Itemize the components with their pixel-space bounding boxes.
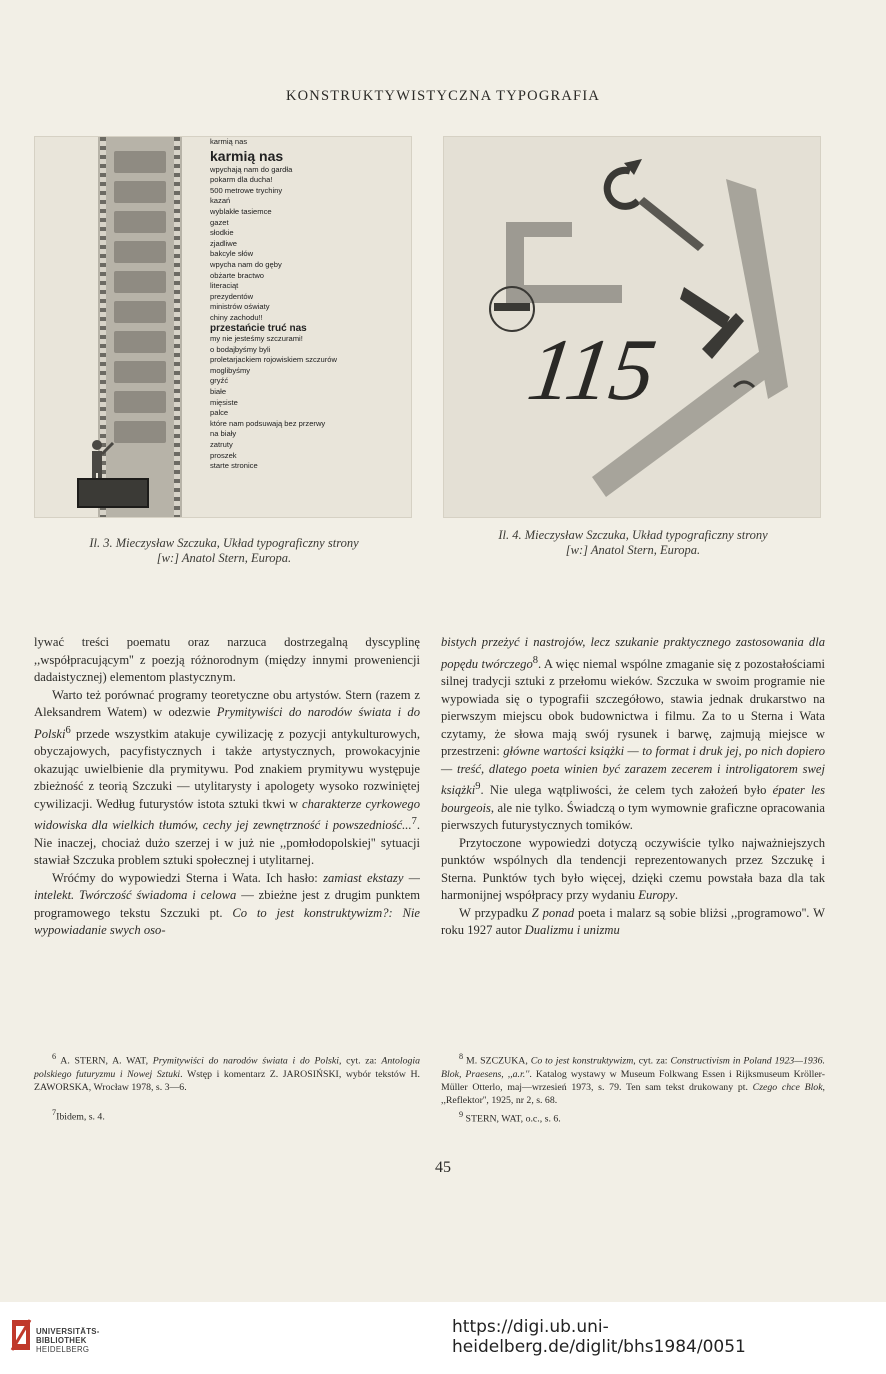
logo-line: UNIVERSITÄTS- bbox=[36, 1327, 100, 1336]
poem-line: proszek bbox=[210, 450, 237, 460]
footnote-ref: 8 bbox=[532, 654, 539, 666]
film-frame bbox=[114, 331, 166, 353]
poem-line: o bodajbyśmy byli bbox=[210, 344, 271, 354]
poem-line: starte stronice bbox=[210, 461, 258, 471]
film-perforation-right bbox=[174, 137, 180, 517]
film-frame bbox=[114, 391, 166, 413]
caption-line: Il. 3. Mieczysław Szczuka, Układ typograficzny strony bbox=[89, 536, 359, 550]
paragraph: lywać treści poematu oraz narzuca dostrzegalną dyscyplinę ,,współpracującym'' z poezją różnorodnym (między innymi proweniencji dadaistycznej) elementom plastycznym. bbox=[34, 635, 420, 684]
footnote-ref: 9 bbox=[475, 781, 481, 793]
film-frame bbox=[114, 361, 166, 383]
film-frame bbox=[114, 211, 166, 233]
film-frame bbox=[114, 421, 166, 443]
running-header: KONSTRUKTYWISTYCZNA TYPOGRAFIA bbox=[285, 88, 601, 104]
poem-line: karmią nas bbox=[210, 137, 248, 146]
poem-line: 500 metrowe trychiny bbox=[210, 185, 283, 195]
caption-line: Il. 4. Mieczysław Szczuka, Układ typograficzny strony bbox=[498, 528, 768, 542]
body-text-left-column bbox=[34, 634, 420, 940]
footnotes-left bbox=[34, 1050, 420, 1124]
dark-box-illustration bbox=[77, 478, 149, 508]
film-frame bbox=[114, 181, 166, 203]
constructivist-composition bbox=[444, 137, 820, 517]
footnote-7: $^7$Ibidem, s. 4. bbox=[52, 1108, 105, 1123]
circular-arrow-icon bbox=[607, 170, 638, 206]
permalink-url[interactable]: https://digi.ub.uni-heidelberg.de/diglit/bhs1984/0051 bbox=[452, 1317, 746, 1357]
paragraph: bistych przeżyć i nastrojów, lecz szukanie praktycznego zastosowania dla popędu twórczego$^8$. A więc niemal wspólne zmaganie się z pozostałościami silnej tradycji sztuki z przełomu wieków. Szczuka w swoim programie nie wypowiada się o typografii szczegółowo, stawia jednak drukarstwo na pierwszym miejscu obok budownictwa i filmu. Za to u Sterna i Wata czytamy, że słowa mają swój rysunek i barwę, zajmują miejsce w przestrzeni: główne wartości książki — to format i druk jej, po nich dopiero — treść, dlatego poeta winien być zarazem zecerem i introligatorem swej książki$^9$. Nie ulega wątpliwości, że celem tych założeń było épater les bourgeois, ale nie tylko. Świadczą o tym wymownie graficzne opracowania pierwszych futurystycznych tomików. bbox=[441, 635, 826, 833]
poem-line: pokarm dla ducha! bbox=[210, 175, 273, 185]
paragraph: W przypadku Z ponad poeta i malarz są sobie bliżsi ,,programowo''. W roku 1927 autor Dualizmu i unizmu bbox=[441, 905, 825, 938]
body-text-right-column bbox=[441, 634, 825, 940]
black-wedge bbox=[680, 287, 730, 329]
figure-3-caption bbox=[34, 536, 414, 566]
telescope-shape bbox=[638, 197, 704, 251]
poem-line: mięsiste bbox=[210, 397, 238, 407]
caption-line: [w:] Anatol Stern, Europa. bbox=[156, 551, 292, 565]
poem-line: wpychają nam do gardła bbox=[210, 164, 293, 174]
poem-line: my nie jesteśmy szczurami! bbox=[210, 334, 303, 344]
poem-line: wpycha nam do gęby bbox=[210, 259, 282, 269]
library-logo-icon[interactable] bbox=[10, 1318, 32, 1352]
footnotes-right bbox=[441, 1050, 825, 1126]
film-frame bbox=[114, 301, 166, 323]
film-frame bbox=[114, 151, 166, 173]
poem-line: wyblakłe tasiemce bbox=[210, 206, 272, 216]
poem-line: kazań bbox=[210, 196, 231, 206]
figure-4-caption bbox=[443, 528, 823, 558]
footnote-8: $^8$ M. SZCZUKA, Co to jest konstruktywizm, cyt. za: Constructivism in Poland 1923—1936. Blok, Praesens, ,,a.r.''. Katalog wystawy w Museum Folkwang Essen i Rijksmuseum Kröller-Müller Otterlo, maj—wrzesień 1973, s. 79. Ten sam tekst drukowany pt. Czego chce Blok, ,,Reflektor'', 1925, nr 2, s. 68. bbox=[441, 1052, 825, 1107]
library-logo-text[interactable] bbox=[36, 1327, 100, 1354]
poem-line: słodkie bbox=[210, 228, 234, 238]
paragraph: Wróćmy do wypowiedzi Sterna i Wata. Ich hasło: zamiast ekstazy — intelekt. Twórczość świadoma i celowa — zbieżne jest z drugim punktem programowego tekstu Szczuki pt. Co to jest konstruktywizm?: Nie wypowiadanie swych oso- bbox=[34, 870, 420, 938]
poem-line: obżarte bractwo bbox=[210, 270, 265, 280]
poem-line: ministrów oświaty bbox=[210, 302, 270, 312]
poem-line: zatruty bbox=[210, 440, 233, 450]
footnote-6: $^6$ A. STERN, A. WAT, Prymitywiści do narodów świata i do Polski, cyt. za: Antologia polskiego futuryzmu i Nowej Sztuki. Wstęp i komentarz Z. JAROSIŃSKI, wybór tekstów H. ZAWORSKA, Wrocław 1978, s. 3—6. bbox=[34, 1052, 420, 1094]
film-frame bbox=[114, 271, 166, 293]
poem-line: które nam podsuwają bez przerwy bbox=[210, 418, 326, 428]
poem-line: palce bbox=[210, 408, 229, 418]
poem-line: proletarjackiem rojowiskiem szczurów bbox=[210, 355, 338, 365]
poem-text-block bbox=[210, 137, 405, 472]
paragraph: Przytoczone wypowiedzi dotyczą oczywiście tylko najważniejszych punktów wspólnych dla tendencji reprezentowanych przez Szczukę i Sterna. Punktów tych było więcej, dzięki czemu powstała baza dla tak harmonijnej współpracy przy wydaniu Europy. bbox=[441, 835, 825, 903]
figure-3-typographic-page bbox=[34, 136, 412, 518]
film-frame bbox=[114, 241, 166, 263]
footnote-ref: 7 bbox=[411, 816, 417, 828]
poem-line: karmią nas bbox=[210, 147, 284, 164]
poem-line: chiny zachodu!! bbox=[210, 312, 263, 322]
poem-line: na biały bbox=[210, 429, 237, 439]
footnote-ref: 6 bbox=[65, 724, 71, 736]
poem-line: przestańcie truć nas bbox=[210, 322, 307, 334]
poem-line: zjadliwe bbox=[210, 238, 238, 248]
emblem-bar bbox=[494, 303, 530, 311]
figure-number-115: 115 bbox=[522, 321, 662, 419]
poem-line: prezydentów bbox=[210, 291, 254, 301]
paragraph: Warto też porównać programy teoretyczne obu artystów. Stern (razem z Aleksandrem Watem) w odezwie Prymitywiści do narodów świata i do Polski$^6$ przede wszystkim atakuje cywilizację z pozycji antykulturowych, obyczajowych, pacyfistycznych i także artystycznych, prowokacyjnie okazując uwielbienie dla prymitywu. Pod znakiem prymitywu występuje zbieżność z teorią Szczuki — utylitarysty i apologety wysoko rozwiniętej cywilizacji. Według futurystów istota sztuki tkwi w charakterze cyrkowego widowiska dla wielkich tłumów, cechy jej zewnętrzność i powszedniość...$^7$. Nie inaczej, chociaż dużo szerzej i w już nie ,,pomłodopolskiej'' sytuacji stawiał Szczuka problem sztuki społecznej i utylitarnej. bbox=[34, 687, 420, 868]
poem-line: moglibyśmy bbox=[210, 365, 251, 375]
logo-line: BIBLIOTHEK bbox=[36, 1336, 87, 1345]
poem-line: bakcyle słów bbox=[210, 249, 254, 259]
page-number: 45 bbox=[435, 1159, 451, 1176]
poem-line: gazet bbox=[210, 217, 229, 227]
poem-line: białe bbox=[210, 387, 227, 397]
poem-line: literaciąt bbox=[210, 281, 239, 291]
figure-4-typographic-page bbox=[443, 136, 821, 518]
caption-line: [w:] Anatol Stern, Europa. bbox=[565, 543, 701, 557]
logo-line: HEIDELBERG bbox=[36, 1345, 90, 1354]
poem-line: gryźć bbox=[210, 376, 229, 386]
footnote-9: $^9$ STERN, WAT, o.c., s. 6. bbox=[459, 1109, 561, 1125]
